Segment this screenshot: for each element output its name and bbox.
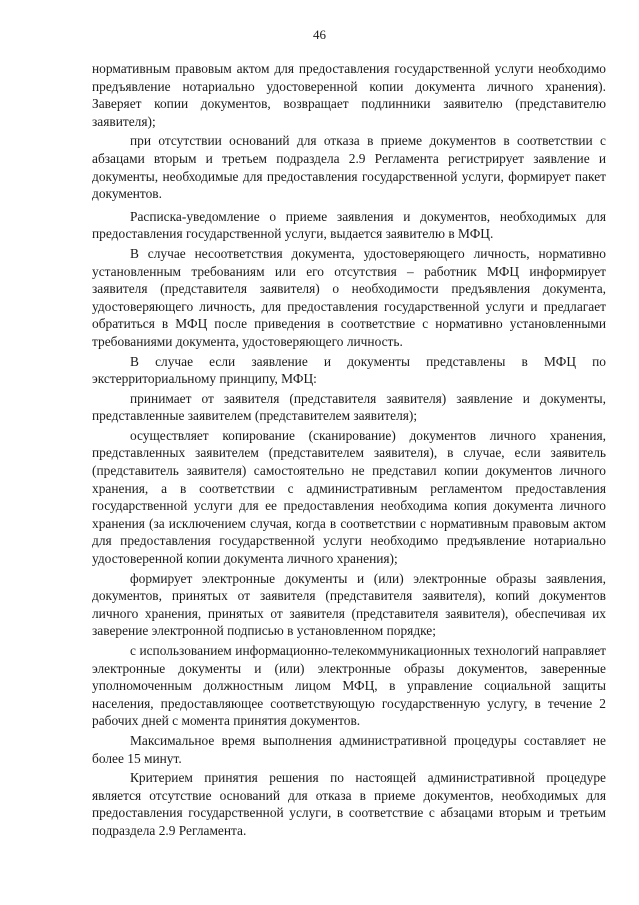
paragraph: принимает от заявителя (представителя заявителя) заявление и документы, представленные заявителем (представителем заявителя); [92,390,606,424]
paragraph: с использованием информационно-телекоммуникационных технологий направляет электронные документы и (или) электронные образы документов, заверенные уполномоченным должностным лицом МФЦ, в управление социальной защиты населения, предоставляющее соответствующую государственную услугу, в течение 2 рабочих дней с момента принятия документов. [92,643,606,729]
paragraph: осуществляет копирование (сканирование) документов личного хранения, представленных заявителем (представителем заявителя), в случае, если заявитель (представитель заявителя) самостоятельно не представил копии документов личного хранения, а в соответствии с административным регламентом предоставления государственной услуги для ее предоставления необходима копия документа личного хранения (за исключением случая, когда в соответствии с нормативным правовым актом для предоставления государственной услуги необходимо предъявление нотариально удостоверенной копии документа личного хранения); [92,427,606,567]
paragraph: нормативным правовым актом для предоставления государственной услуги необходимо предъявление нотариально удостоверенной копии документа личного хранения). Заверяет копии документов, возвращает подлинники заявителю (представителю заявителя); [92,61,606,129]
paragraph: при отсутствии оснований для отказа в приеме документов в соответствии с абзацами вторым и третьем подраздела 2.9 Регламента регистрирует заявление и документы, необходимые для предоставления государственной услуги, формирует пакет документов. [92,133,606,202]
paragraph: Максимальное время выполнения административной процедуры составляет не более 15 минут. [92,732,606,766]
paragraph: формирует электронные документы и (или) электронные образы заявления, документов, принятых от заявителя (представителя заявителя), копий документов личного хранения, принятых от заявителя (представителя заявителя), обеспечивая их заверение электронной подписью в установленном порядке; [92,570,606,639]
paragraph: Расписка-уведомление о приеме заявления и документов, необходимых для предоставления государственной услуги, выдается заявителю в МФЦ. [92,208,606,242]
paragraph: Критерием принятия решения по настоящей административной процедуре является отсутствие оснований для отказа в приеме документов, необходимых для предоставления государственной услуги, в соответствие с абзацами вторым и третьим подраздела 2.9 Регламента. [92,770,606,838]
page-number: 46 [313,27,326,42]
document-body [92,60,606,842]
paragraph: В случае несоответствия документа, удостоверяющего личность, нормативно установленным требованиям или его отсутствия – работник МФЦ информирует заявителя (представителя заявителя) о необходимости предъявления документа, удостоверяющего личность, для предоставления государственной услуги и предлагает обратиться в МФЦ после приведения в соответствие с нормативно установленными требованиями документа, удостоверяющего личность. [92,245,606,349]
paragraph: В случае если заявление и документы представлены в МФЦ по экстерриториальному принципу, МФЦ: [92,353,606,387]
